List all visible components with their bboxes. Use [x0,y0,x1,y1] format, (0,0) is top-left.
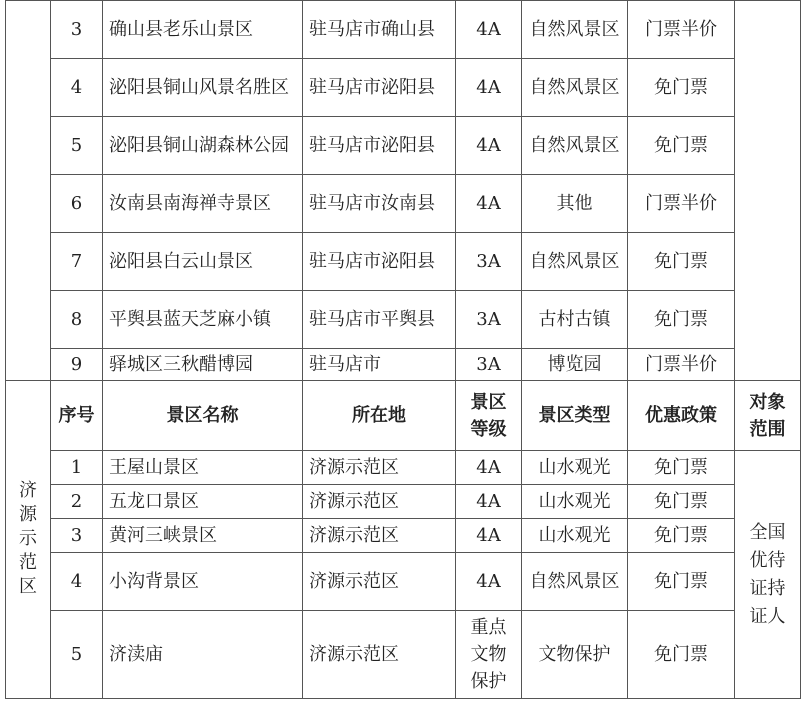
spot-type: 自然风景区 [522,1,628,59]
row-no: 6 [51,175,103,233]
header-policy: 优惠政策 [628,381,735,451]
spot-location: 济源示范区 [303,553,456,611]
table-row [6,233,801,291]
section-label: 济源示范区 [19,480,37,597]
spot-policy: 免门票 [628,117,735,175]
spot-location: 济源示范区 [303,485,456,519]
row-no: 3 [51,519,103,553]
spot-name: 泌阳县白云山景区 [103,233,303,291]
target-cell-zhumadian [735,1,801,381]
spot-policy: 门票半价 [628,1,735,59]
spot-grade: 3A [456,349,522,381]
table-row [6,117,801,175]
spot-policy: 免门票 [628,485,735,519]
spot-type: 自然风景区 [522,117,628,175]
spot-grade: 4A [456,485,522,519]
header-name: 景区名称 [103,381,303,451]
spot-name: 五龙口景区 [103,485,303,519]
spot-policy: 免门票 [628,233,735,291]
spot-location: 驻马店市泌阳县 [303,117,456,175]
spot-policy: 免门票 [628,59,735,117]
header-grade: 景区等级 [456,381,522,451]
row-no: 8 [51,291,103,349]
spot-location: 济源示范区 [303,611,456,699]
spot-name: 泌阳县铜山风景名胜区 [103,59,303,117]
header-type: 景区类型 [522,381,628,451]
spot-type: 古村古镇 [522,291,628,349]
header-location: 所在地 [303,381,456,451]
row-no: 4 [51,59,103,117]
row-no: 2 [51,485,103,519]
spot-type: 博览园 [522,349,628,381]
spot-location: 济源示范区 [303,519,456,553]
spot-name: 王屋山景区 [103,451,303,485]
spot-type: 山水观光 [522,519,628,553]
row-no: 7 [51,233,103,291]
spot-location: 驻马店市汝南县 [303,175,456,233]
spot-grade: 4A [456,519,522,553]
spot-type: 自然风景区 [522,59,628,117]
table-row [6,1,801,59]
row-no: 3 [51,1,103,59]
scenic-spots-table [5,0,801,699]
spot-policy: 门票半价 [628,349,735,381]
spot-name: 驿城区三秋醋博园 [103,349,303,381]
spot-grade: 4A [456,175,522,233]
spot-grade: 4A [456,117,522,175]
row-no: 9 [51,349,103,381]
spot-grade: 3A [456,291,522,349]
spot-name: 泌阳县铜山湖森林公园 [103,117,303,175]
spot-grade: 重点文物保护 [456,611,522,699]
table-row [6,451,801,485]
spot-type: 自然风景区 [522,553,628,611]
spot-name: 黄河三峡景区 [103,519,303,553]
table-row [6,485,801,519]
spot-location: 驻马店市泌阳县 [303,233,456,291]
spot-grade: 3A [456,233,522,291]
spot-policy: 免门票 [628,611,735,699]
spot-policy: 免门票 [628,553,735,611]
table-row [6,291,801,349]
spot-policy: 免门票 [628,291,735,349]
row-no: 4 [51,553,103,611]
spot-location: 驻马店市 [303,349,456,381]
table-row [6,59,801,117]
table-row [6,553,801,611]
spot-name: 确山县老乐山景区 [103,1,303,59]
spot-type: 文物保护 [522,611,628,699]
spot-type: 自然风景区 [522,233,628,291]
spot-grade: 4A [456,1,522,59]
spot-location: 驻马店市平舆县 [303,291,456,349]
table-row [6,519,801,553]
spot-grade: 4A [456,451,522,485]
section-cell-zhumadian [6,1,51,381]
spot-type: 其他 [522,175,628,233]
table-header-row [6,381,801,451]
spot-policy: 免门票 [628,451,735,485]
spot-name: 汝南县南海禅寺景区 [103,175,303,233]
spot-location: 驻马店市泌阳县 [303,59,456,117]
spot-policy: 门票半价 [628,175,735,233]
spot-type: 山水观光 [522,451,628,485]
section-cell-jiyuan [6,381,51,699]
spot-name: 平舆县蓝天芝麻小镇 [103,291,303,349]
spot-name: 济渎庙 [103,611,303,699]
row-no: 1 [51,451,103,485]
spot-location: 济源示范区 [303,451,456,485]
spot-grade: 4A [456,553,522,611]
row-no: 5 [51,117,103,175]
target-cell-jiyuan: 全国优待证持证人 [735,451,801,699]
table-row [6,175,801,233]
header-target: 对象范围 [735,381,801,451]
table-row [6,611,801,699]
header-no: 序号 [51,381,103,451]
spot-location: 驻马店市确山县 [303,1,456,59]
spot-policy: 免门票 [628,519,735,553]
row-no: 5 [51,611,103,699]
spot-grade: 4A [456,59,522,117]
table-row [6,349,801,381]
spot-type: 山水观光 [522,485,628,519]
spot-name: 小沟背景区 [103,553,303,611]
